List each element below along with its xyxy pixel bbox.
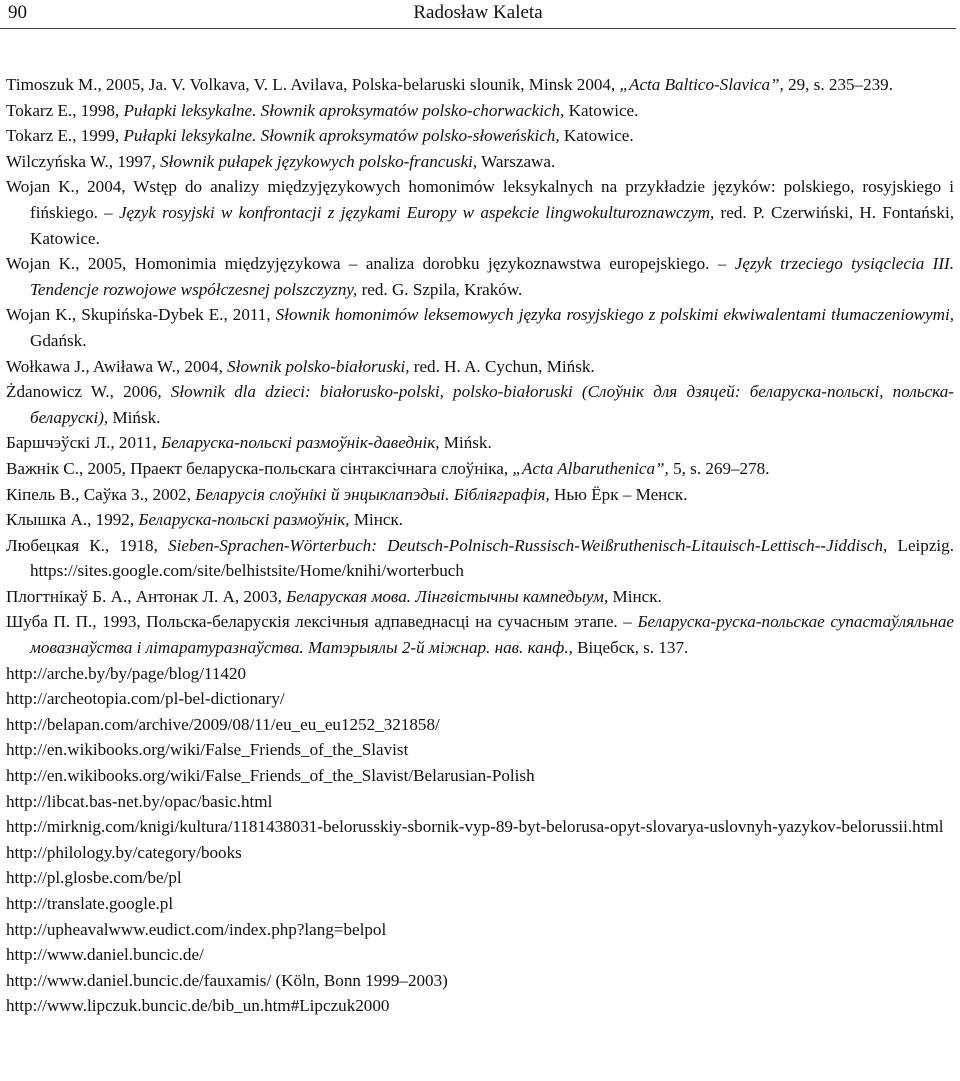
reference-title: Sieben-Sprachen-Wörterbuch: Deutsch-Polnisch-Russisch-Weißruthenisch-Litauisch-Lettisch--Jiddisch,	[168, 535, 888, 555]
reference-text: Кіпель В., Саўка З., 2002,	[6, 484, 196, 504]
reference-entry	[6, 302, 954, 353]
url-entry[interactable]: http://libcat.bas-net.by/opac/basic.html	[6, 791, 273, 811]
reference-text: Мінск.	[608, 586, 662, 606]
reference-entry	[6, 533, 954, 584]
reference-text: Wojan K., 2004, Wstęp do analizy międzyjęzykowych homonimów leksykalnych na przykładzie języków: polskiego, rosyjskiego i fińskiego. –	[6, 177, 954, 222]
reference-text: Мінск.	[349, 510, 404, 530]
running-head: Radosław Kaleta	[413, 2, 543, 23]
reference-text: , 29, s. 235–239.	[779, 75, 894, 94]
reference-title: Język rosyjski w konfrontacji z językami Europy w aspekcie lingwokulturoznawczym,	[118, 202, 715, 222]
reference-text: Нью Ёрк – Менск.	[549, 484, 688, 504]
reference-text: Баршчэўскі Л., 2011,	[6, 433, 162, 453]
reference-text: Wojan K., 2005, Homonimia międzyjęzykowa – analiza dorobku językoznawstwa europejskiego. –	[6, 254, 735, 274]
reference-title: Słownik dla dzieci: białorusko-polski, polsko-białoruski (Слоўнік для дзяцей: беларуска-польскі, польска-беларускі),	[30, 382, 954, 427]
reference-text: Gdańsk.	[30, 330, 87, 350]
reference-entry	[6, 379, 954, 430]
reference-entry	[6, 72, 954, 98]
reference-entry	[6, 149, 954, 175]
reference-text: Katowice.	[559, 126, 634, 146]
reference-text: Віцебск, s. 137.	[572, 638, 689, 658]
url-entry[interactable]: http://www.lipczuk.buncic.de/bib_un.htm#Lipczuk2000	[6, 996, 390, 1016]
reference-entry	[6, 123, 954, 149]
reference-text: Wołkawa J., Awiława W., 2004,	[6, 356, 228, 376]
reference-entry	[6, 584, 954, 610]
reference-text: Плогтнікаў Б. А., Антонак Л. А, 2003,	[6, 586, 287, 606]
reference-entry	[6, 98, 954, 124]
url-entry[interactable]: http://en.wikibooks.org/wiki/False_Friends_of_the_Slavist	[6, 740, 409, 760]
reference-title: Беларуска-польскі размоўнік-даведнік,	[161, 433, 440, 453]
url-entry[interactable]: http://philology.by/category/books	[6, 842, 242, 862]
page-header	[0, 0, 956, 29]
reference-title: „Acta Albaruthenica”,	[512, 458, 669, 478]
reference-title: „Acta Baltico-Slavica”	[619, 75, 780, 94]
reference-text: Warszawa.	[477, 151, 556, 171]
url-entry[interactable]: http://pl.glosbe.com/be/pl	[6, 868, 182, 888]
reference-entry	[6, 456, 954, 482]
reference-entry	[6, 174, 954, 251]
reference-text: 5, s. 269–278.	[668, 458, 770, 478]
reference-text: Wilczyńska W., 1997,	[6, 151, 161, 171]
reference-text: Katowice.	[564, 100, 639, 120]
reference-text: Mińsk.	[439, 433, 492, 453]
url-entry[interactable]: http://en.wikibooks.org/wiki/False_Friends_of_the_Slavist/Belarusian-Polish	[6, 766, 535, 786]
reference-entry	[6, 251, 954, 302]
reference-text: Клышка А., 1992,	[6, 510, 139, 530]
reference-entry	[6, 430, 954, 456]
reference-title: Pułapki leksykalne. Słownik aproksymatów polsko-słoweńskich,	[123, 126, 560, 146]
page-number: 90	[8, 2, 27, 23]
reference-entry	[6, 482, 954, 508]
reference-text: red. G. Szpila, Kraków.	[357, 279, 523, 299]
reference-entry	[6, 354, 954, 380]
reference-text: red. P. Czerwiński, H. Fontański, Katowice.	[30, 202, 954, 248]
reference-text: Mińsk.	[108, 407, 161, 427]
url-entry[interactable]: http://mirknig.com/knigi/kultura/1181438031-belorusskiy-sbornik-vyp-89-byt-belorusa-opyt-slovarya-uslovnyh-yazykov-belorussii.html	[6, 817, 944, 837]
url-entry[interactable]: http://belapan.com/archive/2009/08/11/eu_eu_eu1252_321858/	[6, 714, 440, 734]
reference-text: Timoszuk M., 2005, Ja. V. Volkava, V. L. Avilava, Polska-belaruski slounik, Minsk 2004,	[6, 75, 620, 94]
reference-entry	[6, 609, 954, 660]
url-entry[interactable]: http://translate.google.pl	[6, 894, 174, 913]
reference-text: Tokarz E., 1998,	[6, 100, 124, 120]
reference-title: Słownik polsko-białoruski,	[227, 356, 410, 376]
reference-text: Важнік С., 2005, Праект беларуска-польскага сінтаксічнага слоўніка,	[6, 458, 513, 478]
reference-text: Любецкая К., 1918,	[6, 535, 169, 555]
url-entry[interactable]: http://archeotopia.com/pl-bel-dictionary/	[6, 689, 285, 709]
url-entry[interactable]: http://www.daniel.buncic.de/	[6, 945, 204, 965]
reference-title: Język trzeciego tysiąclecia III. Tendencje rozwojowe współczesnej polszczyzny,	[30, 254, 954, 299]
reference-title: Беларусія слоўнікі й энцыклапэдыі. Бібліяграфія,	[195, 484, 550, 504]
reference-title: Беларуская мова. Лінгвістычны кампедыум,	[286, 586, 609, 606]
url-entry[interactable]: http://www.daniel.buncic.de/fauxamis/ (Köln, Bonn 1999–2003)	[6, 970, 448, 990]
url-list	[6, 661, 954, 1019]
reference-text: Żdanowicz W., 2006,	[6, 382, 171, 402]
url-entry[interactable]: http://arche.by/by/page/blog/11420	[6, 663, 247, 683]
reference-entry	[6, 507, 954, 533]
url-entry[interactable]: http://upheavalwww.eudict.com/index.php?lang=belpol	[6, 919, 387, 939]
reference-title: Słownik pułapek językowych polsko-francuski,	[160, 151, 478, 171]
reference-text: red. H. A. Cychun, Mińsk.	[409, 356, 595, 376]
reference-list	[6, 72, 954, 661]
reference-text: Wojan K., Skupińska-Dybek E., 2011,	[6, 305, 276, 325]
reference-text: Шуба П. П., 1993, Польска-беларускія лексічныя адпаведнасці на сучасным этапе. –	[6, 612, 638, 632]
reference-title: Słownik homonimów leksemowych języka rosyjskiego z polskimi ekwiwalentami tłumaczeniowymi,	[275, 305, 954, 325]
reference-title: Pułapki leksykalne. Słownik aproksymatów polsko-chorwackich,	[123, 100, 565, 120]
reference-title: Беларуска-руска-польскае супастаўляльнае мовазнаўства і літаратуразнаўства. Матэрыялы 2-й міжнар. нав. канф.,	[30, 612, 954, 658]
reference-text: Leipzig. https://sites.google.com/site/belhistsite/Home/knihi/worterbuch	[30, 535, 954, 581]
reference-text: Tokarz E., 1999,	[6, 126, 124, 146]
bibliography	[6, 72, 954, 1019]
reference-title: Беларуска-польскі размоўнік,	[138, 510, 350, 530]
